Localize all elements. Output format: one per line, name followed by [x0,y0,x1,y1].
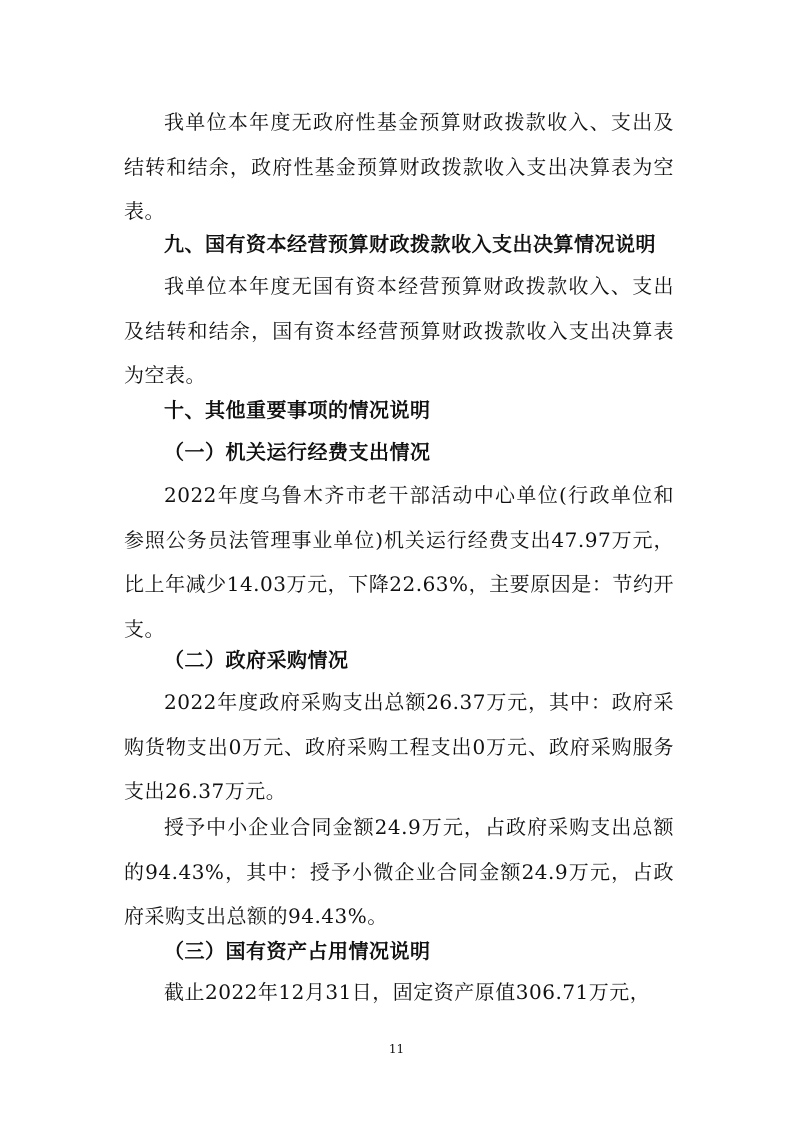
heading-subsection-1: （一）机关运行经费支出情况 [164,440,431,464]
paragraph-procurement-total: 2022年度政府采购支出总额26.37万元，其中：政府采购货物支出0万元、政府采购工程支出0万元、政府采购服务支出26.37万元。 [124,690,674,803]
page-number: 11 [388,1042,405,1056]
heading-subsection-2: （二）政府采购情况 [164,648,349,672]
paragraph-gov-fund: 我单位本年度无政府性基金预算财政拨款收入、支出及结转和结余，政府性基金预算财政拨款收入支出决算表为空表。 [124,110,674,223]
paragraph-state-capital: 我单位本年度无国有资本经营预算财政拨款收入、支出及结转和结余，国有资本经营预算财政拨款收入支出决算表为空表。 [124,274,674,387]
paragraph-sme-contracts: 授予中小企业合同金额24.9万元，占政府采购支出总额的94.43%，其中：授予小微企业合同金额24.9万元，占政府采购支出总额的94.43%。 [124,815,674,928]
paragraph-fixed-assets: 截止2022年12月31日，固定资产原值306.71万元， [164,980,651,1004]
heading-section-9: 九、国有资本经营预算财政拨款收入支出决算情况说明 [164,232,656,256]
heading-subsection-3: （三）国有资产占用情况说明 [164,939,431,963]
paragraph-operating-expenses: 2022年度乌鲁木齐市老干部活动中心单位(行政单位和参照公务员法管理事业单位)机关运行经费支出47.97万元，比上年减少14.03万元，下降22.63%，主要原因是：节约开支。 [124,483,674,641]
heading-section-10: 十、其他重要事项的情况说明 [164,398,431,422]
